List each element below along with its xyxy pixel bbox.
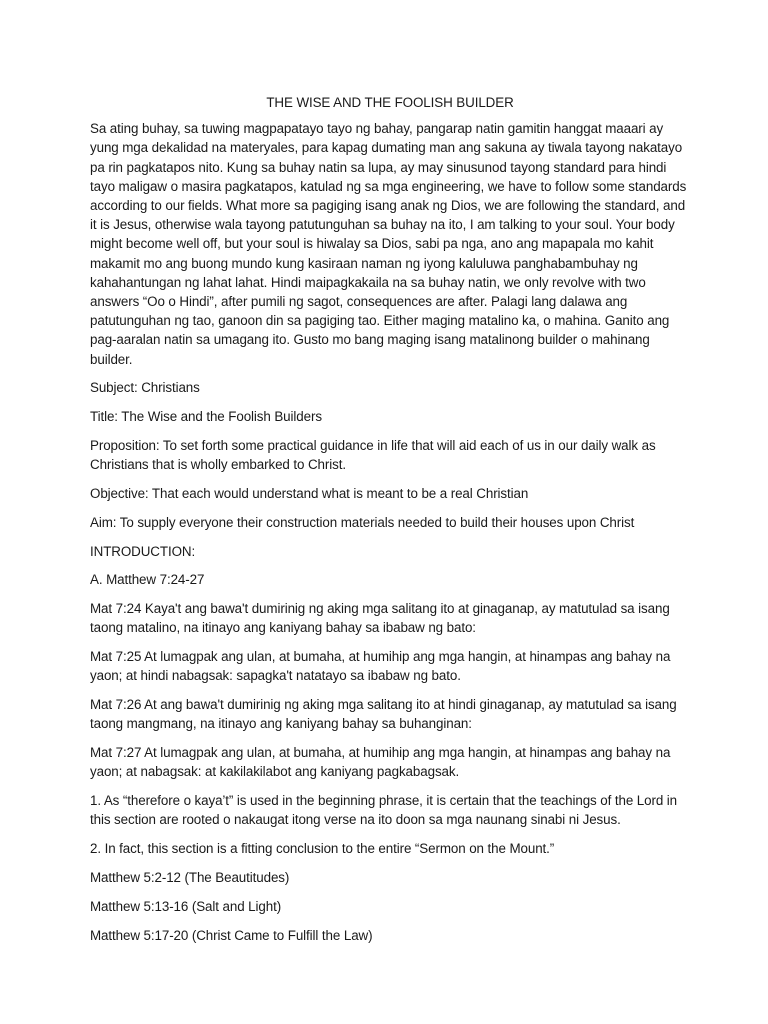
- objective-line: Objective: That each would understand what is meant to be a real Christian: [90, 486, 529, 502]
- proposition-line: Proposition: To set forth some practical guidance in life that will aid each of us in our daily walk as Christians that is wholly embarked to Christ.: [90, 438, 656, 473]
- aim-line: Aim: To supply everyone their construction materials needed to build their houses upon Christ: [90, 514, 635, 530]
- introduction-heading: INTRODUCTION:: [90, 543, 196, 559]
- title-line: Title: The Wise and the Foolish Builders: [90, 409, 322, 425]
- point-paragraph: 1. As “therefore o kaya’t” is used in the beginning phrase, it is certain that the teachings of the Lord in this section are rooted o nakaugat itong verse na ito doon sa mga naunang sinabi ni Jesus.: [90, 793, 678, 828]
- reference-line: Matthew 5:17-20 (Christ Came to Fulfill the Law): [90, 927, 373, 943]
- intro-paragraph: Sa ating buhay, sa tuwing magpapatayo tayo ng bahay, pangarap natin gamitin hanggat maaari ay yung mga dekalidad na materyales, para kapag dumating man ang sakuna ay tiwala tayong nakatayo pa rin pagkatapos nito. Kung sa buhay natin sa lupa, ay may sinusunod tayong standard para hindi tayo maligaw o masira pagkatapos, katulad ng sa mga engineering, we have to follow some standards according to our fields. What more sa pagiging isang anak ng Dios, we are following the standard, and it is Jesus, otherwise wala tayong patutunguhan sa buhay na ito, I am talking to your soul. Your body might become well off, but your soul is hiwalay sa Dios, sabi pa nga, ano ang mapapala mo kahit makamit mo ang buong mundo kung kasiraan naman ng iyong kaluluwa panghabambuhay ng kahahantungan ng lahat lahat. Hindi maipagkakaila na sa buhay natin, we only revolve with two answers “Oo o Hindi”, after pumili ng sagot, consequences are after. Palagi lang dalawa ang patutunguhan ng tao, ganoon din sa pagiging tao. Either maging matalino ka, o mahina. Ganito ang pag-aaralan natin sa umagang ito. Gusto mo bang maging isang matalinong builder o mahinang builder.: [90, 121, 687, 367]
- reference-line: Matthew 5:2-12 (The Beautitudes): [90, 870, 290, 886]
- section-a-heading: A. Matthew 7:24-27: [90, 572, 205, 588]
- verse-paragraph: Mat 7:25 At lumagpak ang ulan, at bumaha, at humihip ang mga hangin, at hinampas ang bahay na yaon; at hindi nabagsak: sapagka't natatayo sa ibabaw ng bato.: [90, 649, 671, 684]
- verse-paragraph: Mat 7:26 At ang bawa't dumirinig ng aking mga salitang ito at hindi ginaganap, ay matutulad sa isang taong mangmang, na itinayo ang kaniyang bahay sa buhanginan:: [90, 697, 677, 732]
- point-paragraph: 2. In fact, this section is a fitting conclusion to the entire “Sermon on the Mount.”: [90, 841, 555, 857]
- subject-line: Subject: Christians: [90, 380, 200, 396]
- document-body: [90, 93, 690, 954]
- document-title: THE WISE AND THE FOOLISH BUILDER: [266, 95, 514, 110]
- verse-paragraph: Mat 7:27 At lumagpak ang ulan, at bumaha, at humihip ang mga hangin, at hinampas ang bahay na yaon; at nabagsak: at kakilakilabot ang kaniyang pagkabagsak.: [90, 745, 671, 780]
- reference-line: Matthew 5:13-16 (Salt and Light): [90, 898, 282, 914]
- verse-paragraph: Mat 7:24 Kaya't ang bawa't dumirinig ng aking mga salitang ito at ginaganap, ay matutulad sa isang taong matalino, na itinayo ang kaniyang bahay sa ibabaw ng bato:: [90, 601, 670, 636]
